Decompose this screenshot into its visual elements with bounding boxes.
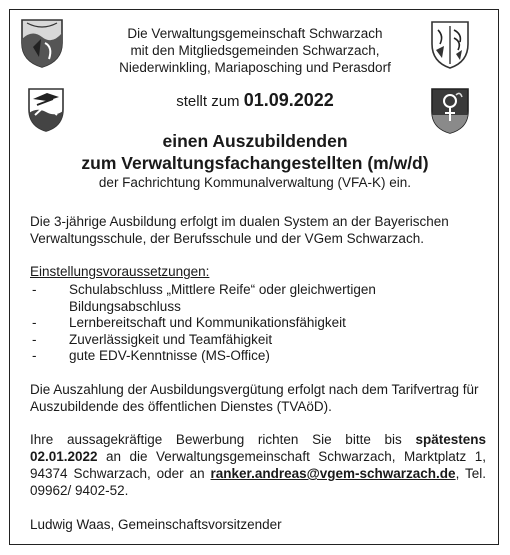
application-paragraph [30,431,486,499]
header-line-2: mit den Mitgliedsgemeinden Schwarzach, [130,43,380,58]
job-title-line-2: zum Verwaltungsfachangestellten (m/w/d) [81,153,429,173]
application-text-b: an die Verwaltungsgemeinschaft Schwarzach, Marktplatz 1, 94374 Schwarzach, oder an [30,449,486,481]
requirement-text: gute EDV-Kenntnisse (MS-Office) [69,348,270,363]
signature-line: Ludwig Waas, Gemeinschaftsvorsitzender [30,517,282,532]
requirement-text: Zuverlässigkeit und Teamfähigkeit [69,331,273,347]
header-line-3: Niederwinkling, Mariaposching und Perasdorf [119,60,391,75]
start-date: 01.09.2022 [243,90,334,110]
header-line-1: Die Verwaltungsgemeinschaft Schwarzach [127,26,383,41]
application-text-a: Ihre aussagekräftige Bewerbung richten Sie bitte bis [30,432,416,447]
application-deadline: spätestens 02.01.2022 [30,432,486,464]
application-text-c: , Tel. 09962/ 9402-52. [30,466,486,498]
requirement-item: - gute EDV-Kenntnisse (MS-Office) [32,348,270,363]
requirements-heading: Einstellungsvoraussetzungen: [30,264,210,279]
requirement-item: - Zuverlässigkeit und Teamfähigkeit [32,331,273,347]
payment-paragraph: Die Auszahlung der Ausbildungsvergütung erfolgt nach dem Tarifvertrag für Auszubildende des öffentlichen Dienstes (TVAöD). [30,382,479,414]
requirement-text: Schulabschluss „Mittlere Reife“ oder gleichwertigen Bildungsabschluss [69,282,376,314]
job-subtitle: der Fachrichtung Kommunalverwaltung (VFA-K) ein. [98,175,412,190]
requirement-item: - Lernbereitschaft und Kommunikationsfähigkeit [32,315,346,330]
job-title-line-1: einen Auszubildenden [162,131,348,151]
start-date-line [0,90,510,111]
requirements-list [30,282,490,365]
start-date-prefix: stellt zum [176,93,244,110]
requirement-item: - Schulabschluss „Mittlere Reife“ oder gleichwertigen Bildungsabschluss [32,282,376,314]
intro-paragraph: Die 3-jährige Ausbildung erfolgt im dualen System an der Bayerischen Verwaltungsschule, der Berufsschule und der VGem Schwarzach. [30,214,449,246]
requirement-text: Lernbereitschaft und Kommunikationsfähigkeit [69,315,346,330]
contact-email-link[interactable]: ranker.andreas@vgem-schwarzach.de [210,466,456,481]
